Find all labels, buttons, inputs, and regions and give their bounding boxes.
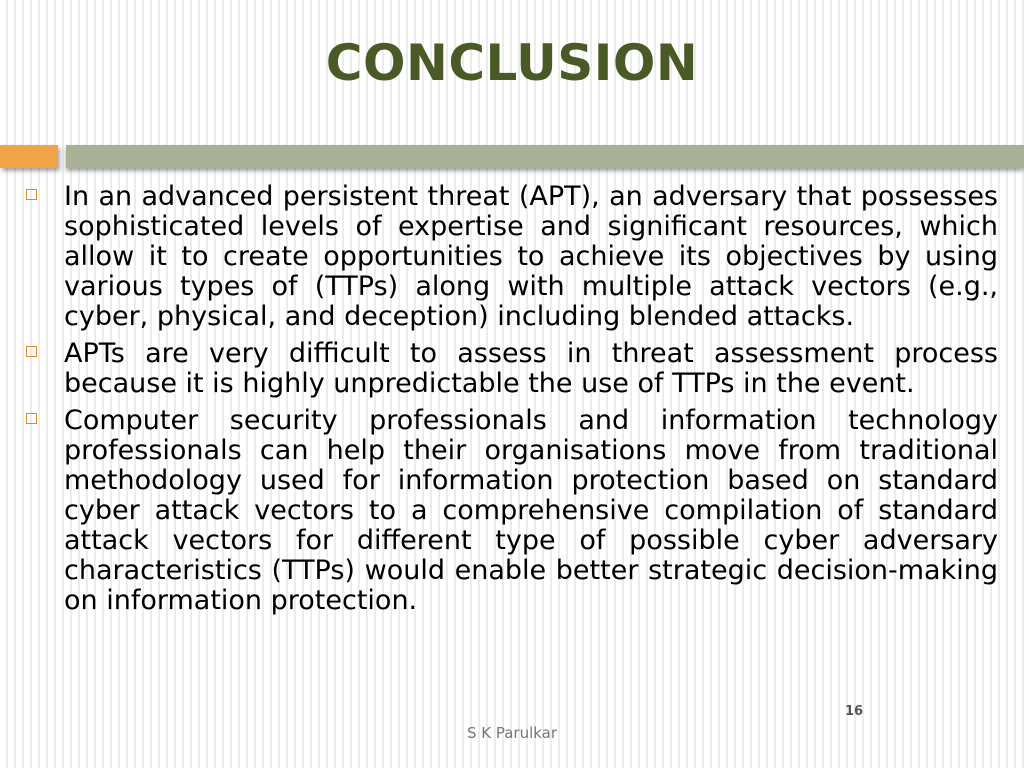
bullet-list	[26, 182, 998, 623]
bullet-item	[26, 182, 998, 332]
square-bullet-icon	[26, 413, 37, 424]
accent-bar-green	[66, 145, 1024, 168]
page-number: 16	[844, 704, 864, 719]
square-bullet-icon	[26, 346, 37, 357]
bullet-text: APTs are very difficult to assess in threat assessment process because it is highly unpredictable the use of TTPs in the event.	[64, 338, 998, 399]
bullet-text: Computer security professionals and information technology professionals can help their organisations move from traditional methodology used for information protection based on standard cyber attack vectors to a comprehensive compilation of standard attack vectors for different type of possible cyber adversary characteristics (TTPs) would enable better strategic decision-making on information protection.	[64, 405, 998, 616]
bullet-item	[26, 339, 998, 399]
square-bullet-icon	[26, 189, 37, 200]
footer-author: S K Parulkar	[466, 724, 558, 742]
accent-bar-orange	[0, 145, 58, 168]
bullet-text: In an advanced persistent threat (APT), an adversary that possesses sophisticated levels of expertise and significant resources, which allow it to create opportunities to achieve its objectives by using various types of (TTPs) along with multiple attack vectors (e.g., cyber, physical, and deception) including blended attacks.	[64, 181, 998, 332]
slide-title: CONCLUSION	[325, 34, 699, 92]
bullet-item	[26, 406, 998, 616]
